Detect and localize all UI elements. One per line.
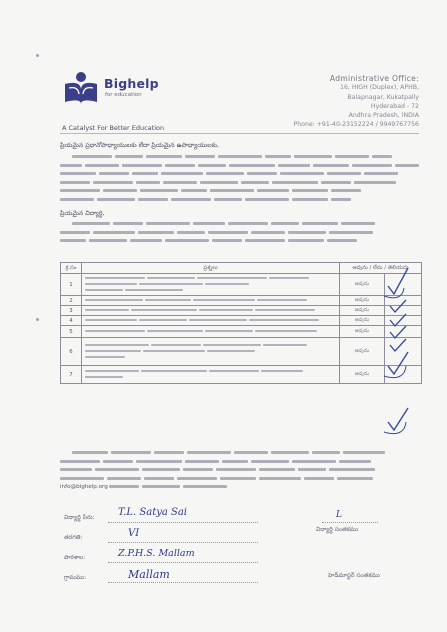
office-line: Phone: +91-40-23152224 / 9949767756 <box>293 121 419 129</box>
answer-option[interactable]: అవును <box>340 326 385 338</box>
question-text <box>82 366 340 384</box>
class-line <box>108 542 258 543</box>
school-line <box>108 562 258 563</box>
table-row <box>61 366 422 384</box>
office-line: Hyderabad - 72 <box>370 102 419 110</box>
salutation: ప్రియమైన ప్రధానోపాధ్యాయులకు లేదా ప్రియమైన ఉపాధ్యాయులకు, <box>60 142 220 149</box>
table-row <box>61 306 422 316</box>
table-row <box>61 316 422 326</box>
village-line <box>108 582 258 583</box>
signature-label: విద్యార్థి సంతకము <box>316 526 359 533</box>
table-row <box>61 338 422 366</box>
binding-hole <box>36 54 39 57</box>
header-answer: అవును / లేదు / తెలియదు <box>340 263 422 274</box>
question-text <box>82 326 340 338</box>
binding-hole <box>36 318 39 321</box>
answer-option[interactable]: అవును <box>340 316 385 326</box>
org-tagline: A Catalyst For Better Education <box>62 124 165 132</box>
row-number: 2 <box>61 296 82 306</box>
org-name: Bighelp <box>104 76 159 91</box>
row-number: 4 <box>61 316 82 326</box>
table-row <box>61 274 422 296</box>
header-no: క్ర.సం <box>61 263 82 274</box>
row-number: 5 <box>61 326 82 338</box>
name-value[interactable]: T.L. Satya Sai <box>118 507 188 518</box>
question-text <box>82 274 340 296</box>
student-signature[interactable]: L <box>336 510 342 520</box>
instructions-paragraph <box>60 220 422 246</box>
answer-option[interactable]: అవును <box>340 274 385 296</box>
table-row <box>61 296 422 306</box>
table-row <box>61 326 422 338</box>
header-question: ప్రశ్నలు <box>82 263 340 274</box>
office-heading: Administrative Office: <box>329 74 419 83</box>
class-value[interactable]: VI <box>128 528 140 539</box>
row-number: 7 <box>61 366 82 384</box>
question-text <box>82 338 340 366</box>
closing-paragraph <box>60 449 422 492</box>
handwritten-ticks-icon <box>382 262 432 442</box>
answer-option[interactable]: అవును <box>340 306 385 316</box>
question-text <box>82 296 340 306</box>
headmaster-label: హెడ్‌మాస్టర్ సంతకము <box>328 572 380 579</box>
table-header <box>61 263 422 274</box>
question-text <box>82 316 340 326</box>
answer-option[interactable]: అవును <box>340 296 385 306</box>
office-line: Balapnagar, Kukatpally <box>347 93 419 101</box>
intro-paragraph <box>60 153 422 205</box>
class-label: తరగతి: <box>64 534 83 541</box>
header-divider <box>60 133 419 134</box>
village-label: గ్రామము: <box>64 574 87 581</box>
office-address <box>294 74 420 130</box>
name-line <box>108 522 258 523</box>
name-label: విద్యార్థి పేరు: <box>64 514 95 521</box>
org-subtitle: for education <box>105 92 142 98</box>
row-number: 3 <box>61 306 82 316</box>
section-title: ప్రియమైన విద్యార్థి, <box>60 210 105 217</box>
question-text <box>82 306 340 316</box>
questionnaire-table <box>60 262 422 384</box>
bighelp-logo-icon <box>62 70 100 106</box>
contact-email[interactable]: info@bighelp.org <box>60 484 108 491</box>
answer-option[interactable]: అవును <box>340 338 385 366</box>
row-number: 1 <box>61 274 82 296</box>
school-value[interactable]: Z.P.H.S. Mallam <box>118 548 195 559</box>
office-line: 16, HIGH (Duplex), APHB, <box>340 84 419 92</box>
row-number: 6 <box>61 338 82 366</box>
answer-option[interactable]: అవును <box>340 366 385 384</box>
office-line: Andhra Pradesh, INDIA <box>348 112 419 120</box>
village-value[interactable]: Mallam <box>128 568 170 581</box>
signature-line <box>322 522 378 523</box>
school-label: పాఠశాల: <box>64 554 86 561</box>
